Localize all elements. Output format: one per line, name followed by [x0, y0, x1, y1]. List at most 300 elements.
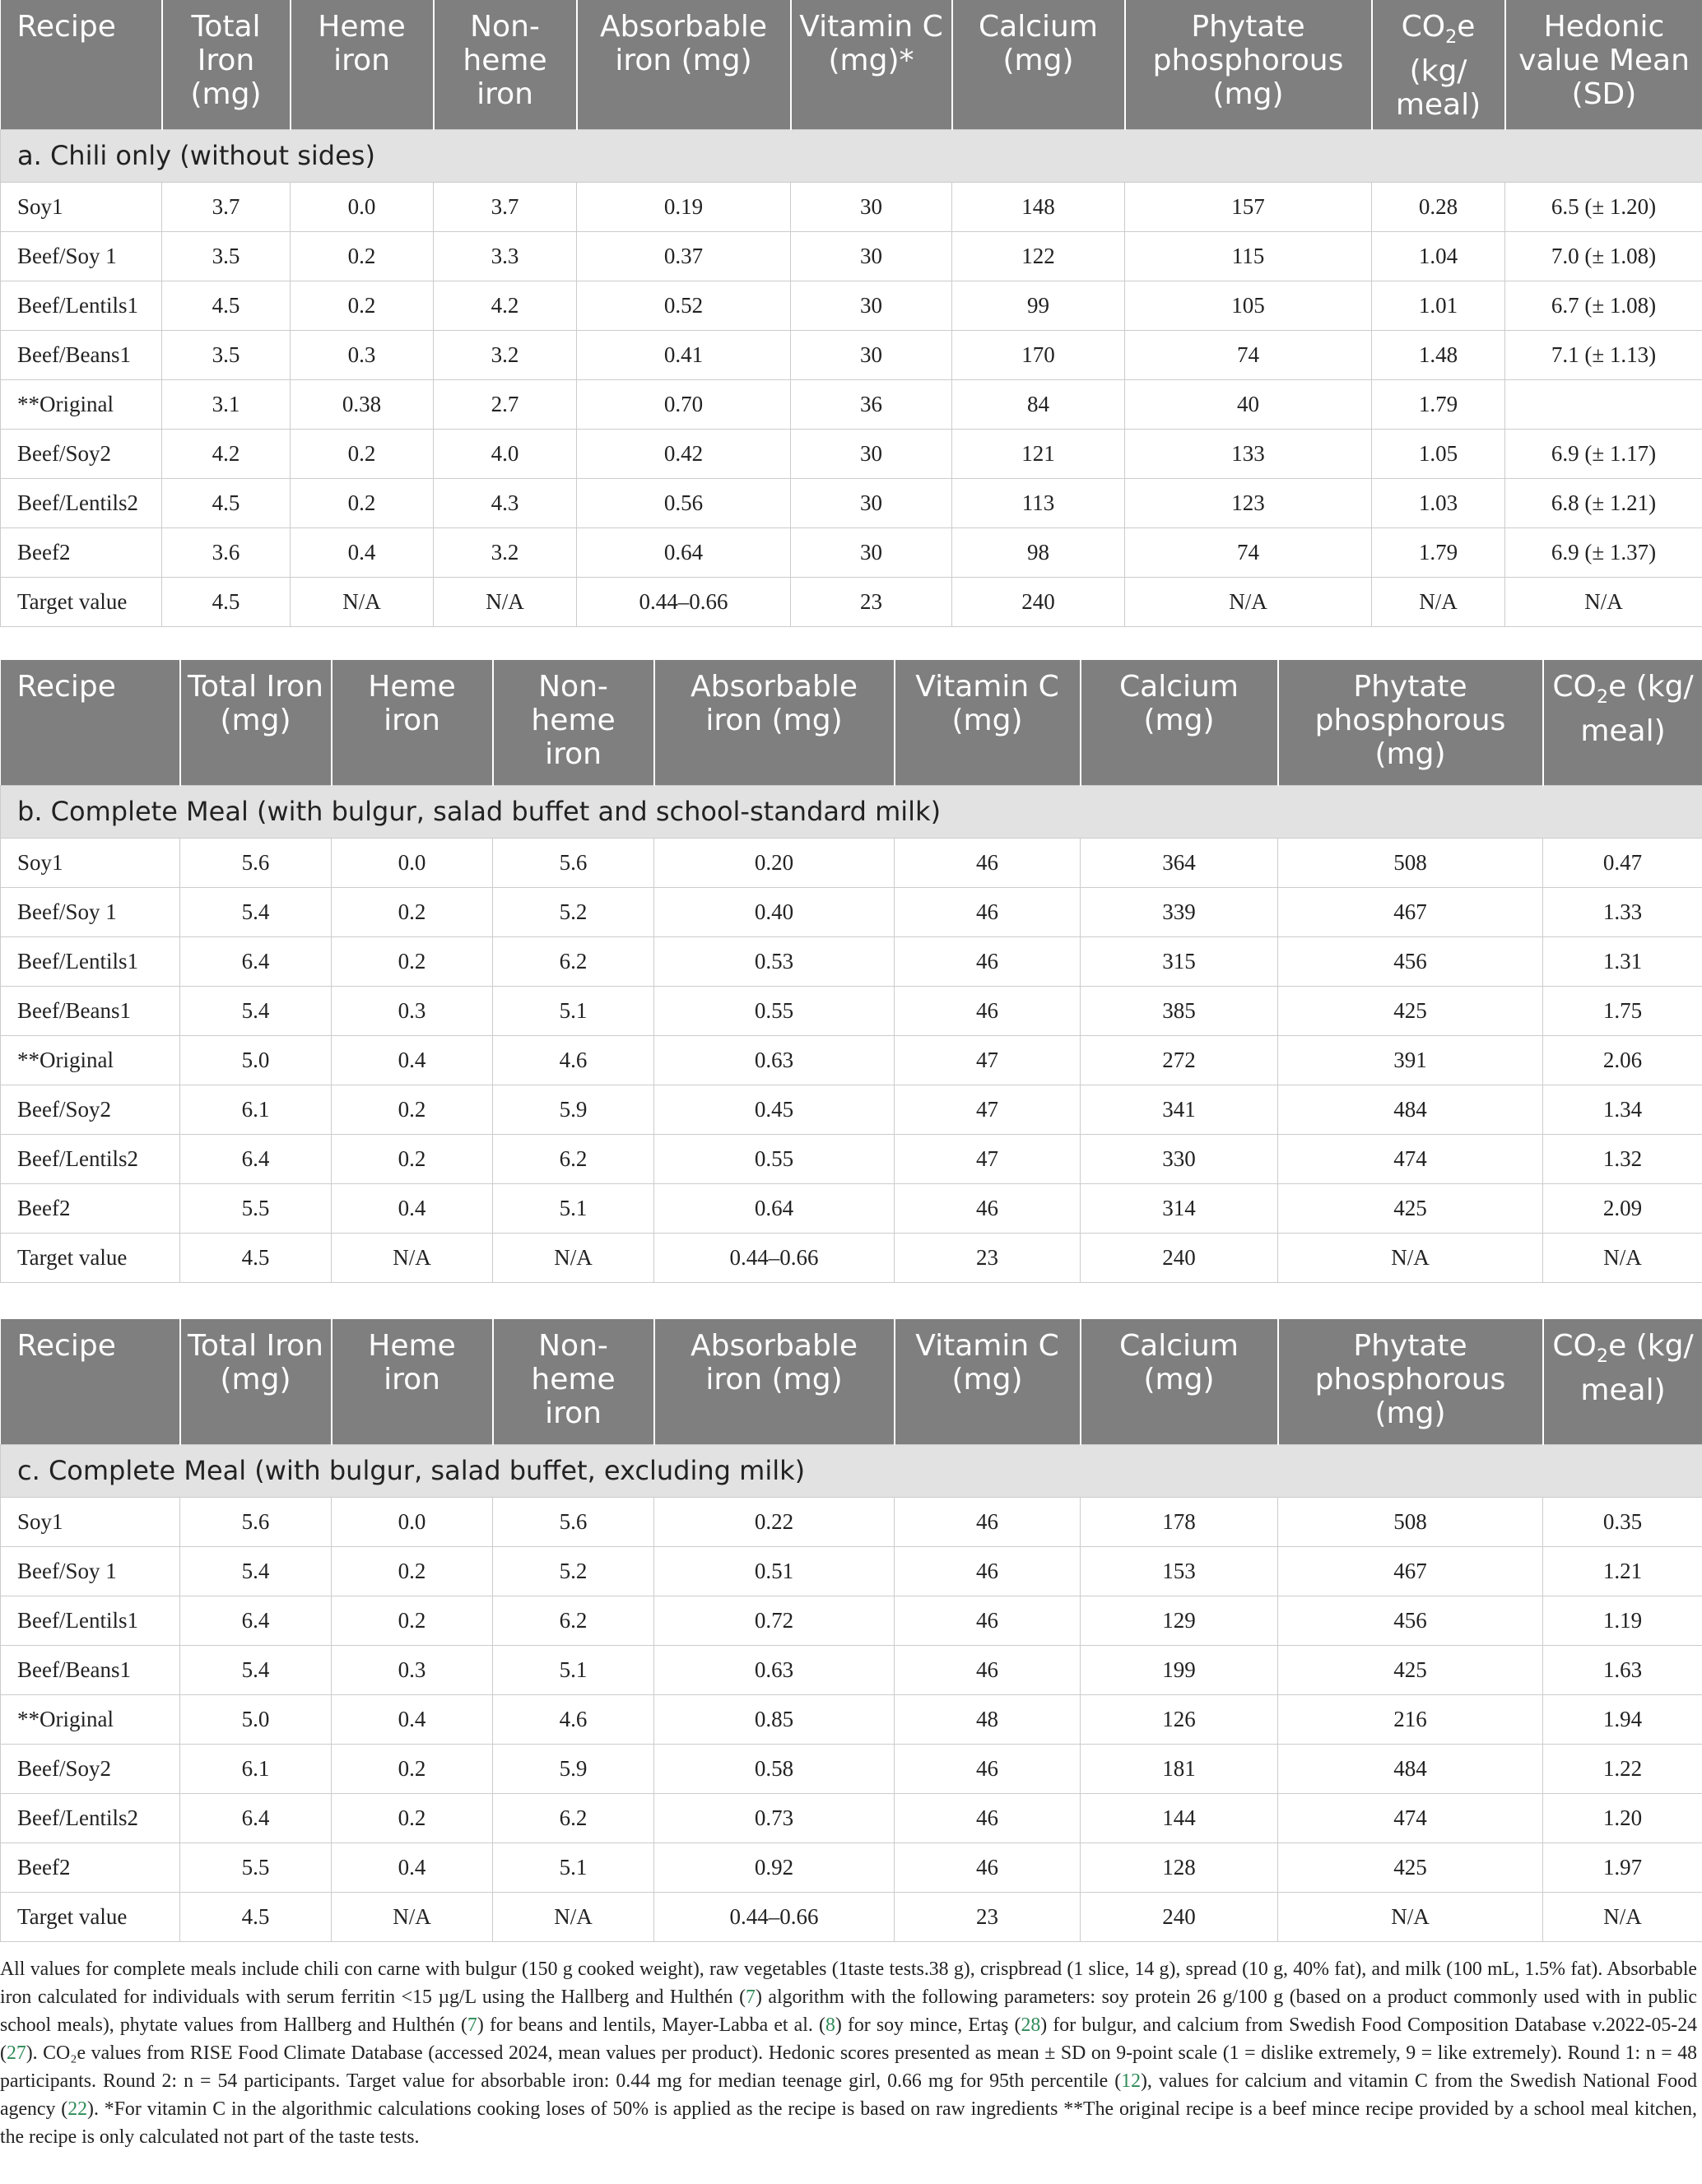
table-cell: 48: [895, 1694, 1081, 1744]
table-cell: 2.09: [1543, 1183, 1702, 1233]
col-header-hedonic: Hedonic value Mean (SD): [1505, 0, 1702, 129]
table-row: [1, 1035, 1702, 1085]
table-cell: 30: [791, 330, 952, 379]
row-label: Beef/Lentils2: [1, 1134, 180, 1183]
table-cell: 4.3: [434, 478, 577, 527]
section-title: c. Complete Meal (with bulgur, salad buffet, excluding milk): [1, 1444, 1702, 1497]
row-label: Beef/Soy 1: [1, 1546, 180, 1596]
footnote-text: ) algorithm with the following parameters: soy protein 26 g/100 g (based on a product commonly used with in public school meals), phytate values from Hallberg and Hulthén (: [0, 1987, 1697, 2036]
table-cell: 425: [1278, 1645, 1543, 1694]
table-cell: 144: [1081, 1793, 1278, 1842]
table-cell: 0.2: [332, 1744, 493, 1793]
table-row: [1, 1497, 1702, 1546]
table-cell: 0.64: [577, 527, 791, 577]
table-cell: 30: [791, 527, 952, 577]
row-label: Target value: [1, 1233, 180, 1282]
table-chili-only: [0, 0, 1702, 627]
table-row: [1, 231, 1702, 281]
table-row: [1, 1183, 1702, 1233]
table-cell: 6.2: [493, 1793, 654, 1842]
table-cell: 0.44–0.66: [654, 1892, 895, 1941]
table-cell: 6.2: [493, 1596, 654, 1645]
table-cell: 1.48: [1372, 330, 1505, 379]
citation-link[interactable]: 12: [1121, 2070, 1141, 2092]
table-cell: 2.06: [1543, 1035, 1702, 1085]
col-header-absorbable-iron: Absorbable iron (mg): [577, 0, 791, 129]
table-cell: 74: [1125, 527, 1372, 577]
table-cell: 148: [952, 182, 1125, 231]
table-row: [1, 1233, 1702, 1282]
table-cell: 123: [1125, 478, 1372, 527]
table-cell: 5.0: [180, 1694, 332, 1744]
section-row: [1, 129, 1702, 182]
table-cell: 0.3: [332, 986, 493, 1035]
table-cell: 0.40: [654, 887, 895, 936]
table-cell: 1.03: [1372, 478, 1505, 527]
row-label: **Original: [1, 379, 162, 429]
table-cell: 0.2: [291, 429, 434, 478]
table-row: [1, 182, 1702, 231]
table-cell: 6.7 (± 1.08): [1505, 281, 1702, 330]
table-cell: 5.6: [493, 1497, 654, 1546]
row-label: Beef2: [1, 1842, 180, 1892]
table-cell: 1.04: [1372, 231, 1505, 281]
row-label: Target value: [1, 577, 162, 626]
table-cell: 4.5: [162, 478, 291, 527]
table-cell: 6.8 (± 1.21): [1505, 478, 1702, 527]
table-cell: N/A: [1278, 1892, 1543, 1941]
table-cell: 181: [1081, 1744, 1278, 1793]
table-cell: 1.97: [1543, 1842, 1702, 1892]
table-cell: 199: [1081, 1645, 1278, 1694]
table-row: [1, 887, 1702, 936]
table-row: [1, 478, 1702, 527]
table-cell: 0.2: [291, 478, 434, 527]
table-cell: 6.2: [493, 1134, 654, 1183]
table-row: [1, 1134, 1702, 1183]
table-cell: [1505, 379, 1702, 429]
table-cell: 0.4: [332, 1694, 493, 1744]
footnote-text: All values for complete meals include chili con carne with bulgur (150 g cooked weight), raw vegetables (1taste tests.38 g), crispbread (1 slice, 14 g), spread (10 g, 40% fat), and milk (100 mL, 1.5% fat). Absorbable iron calculated for individuals with serum ferritin <15 µg/L using the Hallberg and Hulthén (: [0, 1959, 1697, 2008]
table-cell: 0.4: [332, 1035, 493, 1085]
table-cell: 7.1 (± 1.13): [1505, 330, 1702, 379]
table-cell: 74: [1125, 330, 1372, 379]
table-cell: 105: [1125, 281, 1372, 330]
col-header-recipe: Recipe: [1, 0, 162, 129]
table-cell: N/A: [332, 1892, 493, 1941]
table-cell: 0.0: [291, 182, 434, 231]
table-cell: 5.1: [493, 1183, 654, 1233]
citation-link[interactable]: 7: [746, 1987, 756, 2008]
footnote-text: ) for bulgur, and calcium from Swedish Food Composition Database v.2022-05-24 (: [0, 2014, 1697, 2064]
table-cell: 5.0: [180, 1035, 332, 1085]
table-cell: N/A: [291, 577, 434, 626]
table-cell: 3.2: [434, 527, 577, 577]
table-cell: 5.1: [493, 1645, 654, 1694]
table-cell: 0.22: [654, 1497, 895, 1546]
table-cell: 5.6: [493, 838, 654, 887]
table-cell: 1.33: [1543, 887, 1702, 936]
footnote-text: ) for soy mince, Ertaş (: [835, 2014, 1021, 2036]
table-row: [1, 1892, 1702, 1941]
table-row: [1, 281, 1702, 330]
table-cell: 0.37: [577, 231, 791, 281]
table-cell: 4.5: [180, 1233, 332, 1282]
table-cell: 0.0: [332, 838, 493, 887]
table-cell: 1.22: [1543, 1744, 1702, 1793]
table-cell: N/A: [493, 1233, 654, 1282]
table-cell: N/A: [332, 1233, 493, 1282]
table-cell: 2.7: [434, 379, 577, 429]
table-cell: 0.2: [332, 1793, 493, 1842]
table-cell: 0.2: [332, 936, 493, 986]
table-cell: 5.2: [493, 887, 654, 936]
table-cell: 36: [791, 379, 952, 429]
table-footnote: [0, 1955, 1697, 2151]
section-row: [1, 1444, 1702, 1497]
row-label: Beef/Beans1: [1, 330, 162, 379]
table-cell: N/A: [434, 577, 577, 626]
table-cell: 30: [791, 231, 952, 281]
table-cell: 6.4: [180, 936, 332, 986]
table-cell: 484: [1278, 1744, 1543, 1793]
table-cell: 3.7: [162, 182, 291, 231]
table-cell: N/A: [1278, 1233, 1543, 1282]
table-cell: 0.2: [332, 1546, 493, 1596]
table-cell: 6.9 (± 1.17): [1505, 429, 1702, 478]
table-cell: 153: [1081, 1546, 1278, 1596]
table-cell: 46: [895, 1645, 1081, 1694]
row-label: Soy1: [1, 1497, 180, 1546]
table-row: [1, 1744, 1702, 1793]
table-cell: 216: [1278, 1694, 1543, 1744]
row-label: Beef/Soy2: [1, 1744, 180, 1793]
row-label: Beef/Soy 1: [1, 887, 180, 936]
table-cell: 315: [1081, 936, 1278, 986]
table-cell: 4.5: [162, 281, 291, 330]
row-label: Beef/Soy 1: [1, 231, 162, 281]
col-header-co2e: $CO_2e$ (kg/ meal): [1543, 1319, 1702, 1444]
table-cell: 240: [1081, 1233, 1278, 1282]
row-label: Target value: [1, 1892, 180, 1941]
table-cell: 4.6: [493, 1694, 654, 1744]
row-label: Beef/Lentils2: [1, 1793, 180, 1842]
table-cell: 339: [1081, 887, 1278, 936]
table-row: [1, 577, 1702, 626]
table-cell: N/A: [1543, 1892, 1702, 1941]
table-row: [1, 379, 1702, 429]
table-cell: 474: [1278, 1793, 1543, 1842]
table-cell: 46: [895, 1546, 1081, 1596]
table-cell: 1.75: [1543, 986, 1702, 1035]
header-row: [1, 0, 1702, 129]
header-row: [1, 660, 1702, 785]
table-cell: 456: [1278, 936, 1543, 986]
col-header-phytate: Phytate phosphorous (mg): [1278, 660, 1543, 785]
table-cell: 508: [1278, 1497, 1543, 1546]
table-cell: 46: [895, 887, 1081, 936]
table-cell: 467: [1278, 1546, 1543, 1596]
table-cell: 4.2: [434, 281, 577, 330]
table-cell: 314: [1081, 1183, 1278, 1233]
table-cell: 0.2: [291, 281, 434, 330]
table-cell: 5.1: [493, 986, 654, 1035]
row-label: Beef/Beans1: [1, 986, 180, 1035]
table-cell: 47: [895, 1035, 1081, 1085]
table-cell: 6.9 (± 1.37): [1505, 527, 1702, 577]
table-cell: 425: [1278, 1842, 1543, 1892]
table-cell: 46: [895, 1793, 1081, 1842]
table-cell: 1.94: [1543, 1694, 1702, 1744]
table-cell: 6.1: [180, 1744, 332, 1793]
table-cell: 122: [952, 231, 1125, 281]
row-label: Soy1: [1, 838, 180, 887]
table-cell: 385: [1081, 986, 1278, 1035]
table-cell: 30: [791, 182, 952, 231]
citation-link[interactable]: 22: [67, 2098, 88, 2120]
row-label: Beef/Lentils2: [1, 478, 162, 527]
table-cell: 157: [1125, 182, 1372, 231]
col-header-non-heme-iron: Non-heme iron: [434, 0, 577, 129]
table-cell: 391: [1278, 1035, 1543, 1085]
col-header-heme-iron: Heme iron: [291, 0, 434, 129]
row-label: Beef/Lentils1: [1, 1596, 180, 1645]
citation-link[interactable]: 27: [6, 2042, 26, 2064]
table-cell: 0.2: [332, 1596, 493, 1645]
table-cell: 0.2: [291, 231, 434, 281]
table-cell: 425: [1278, 986, 1543, 1035]
table-cell: 3.1: [162, 379, 291, 429]
table-cell: 0.63: [654, 1035, 895, 1085]
table-cell: 4.6: [493, 1035, 654, 1085]
table-cell: 0.44–0.66: [577, 577, 791, 626]
table-cell: 0.28: [1372, 182, 1505, 231]
row-label: Beef/Lentils1: [1, 936, 180, 986]
table-cell: 1.32: [1543, 1134, 1702, 1183]
table-cell: 456: [1278, 1596, 1543, 1645]
table-cell: 3.6: [162, 527, 291, 577]
table-cell: 0.92: [654, 1842, 895, 1892]
table-cell: 46: [895, 1497, 1081, 1546]
table-cell: 0.53: [654, 936, 895, 986]
table-row: [1, 1596, 1702, 1645]
table-cell: 0.38: [291, 379, 434, 429]
table-cell: 0.4: [332, 1842, 493, 1892]
table-cell: 0.4: [332, 1183, 493, 1233]
table-cell: 121: [952, 429, 1125, 478]
table-cell: 5.6: [180, 1497, 332, 1546]
col-header-heme-iron: Heme iron: [332, 1319, 493, 1444]
table-cell: 0.45: [654, 1085, 895, 1134]
col-header-calcium: Calcium (mg): [1081, 660, 1278, 785]
col-header-absorbable-iron: Absorbable iron (mg): [654, 660, 895, 785]
table-cell: 133: [1125, 429, 1372, 478]
table-cell: 0.52: [577, 281, 791, 330]
col-header-co2e: $CO_2e$ (kg/ meal): [1543, 660, 1702, 785]
table-cell: 46: [895, 986, 1081, 1035]
table-cell: 3.2: [434, 330, 577, 379]
table-cell: 0.55: [654, 1134, 895, 1183]
table-cell: 5.4: [180, 887, 332, 936]
table-cell: 0.3: [291, 330, 434, 379]
table-cell: 1.31: [1543, 936, 1702, 986]
table-cell: 47: [895, 1085, 1081, 1134]
table-cell: 46: [895, 1842, 1081, 1892]
table-cell: N/A: [493, 1892, 654, 1941]
col-header-vitamin-c: Vitamin C (mg): [895, 660, 1081, 785]
table-cell: 5.4: [180, 1546, 332, 1596]
table-cell: 1.19: [1543, 1596, 1702, 1645]
table-cell: 5.9: [493, 1744, 654, 1793]
table-cell: 1.20: [1543, 1793, 1702, 1842]
table-cell: 0.51: [654, 1546, 895, 1596]
table-cell: N/A: [1125, 577, 1372, 626]
table-cell: 115: [1125, 231, 1372, 281]
footnote-text: ) for beans and lentils, Mayer-Labba et al. (: [477, 2014, 825, 2036]
table-cell: 113: [952, 478, 1125, 527]
table-cell: 425: [1278, 1183, 1543, 1233]
table-cell: 0.41: [577, 330, 791, 379]
table-row: [1, 986, 1702, 1035]
table-cell: 0.2: [332, 1085, 493, 1134]
table-cell: 0.44–0.66: [654, 1233, 895, 1282]
table-cell: 40: [1125, 379, 1372, 429]
citation-link[interactable]: 7: [467, 2014, 477, 2036]
section-title: a. Chili only (without sides): [1, 129, 1702, 182]
table-cell: 240: [1081, 1892, 1278, 1941]
table-cell: 126: [1081, 1694, 1278, 1744]
table-cell: 0.63: [654, 1645, 895, 1694]
table-cell: 508: [1278, 838, 1543, 887]
table-cell: 0.35: [1543, 1497, 1702, 1546]
table-cell: 99: [952, 281, 1125, 330]
table-cell: 3.7: [434, 182, 577, 231]
footnote-text: ). CO₂e values from RISE Food Climate Database (accessed 2024, mean values per product). Hedonic scores presented as mean ± SD on 9-point scale (1 = dislike extremely, 9 = like extremely). Round 1: n = 48 participants. Round 2: n = 54 participants. Target value for absorbable iron: 0.44 mg for median teenage girl, 0.66 mg for 95th percentile (: [0, 2042, 1697, 2092]
table-cell: 6.4: [180, 1134, 332, 1183]
table-cell: 46: [895, 1744, 1081, 1793]
table-row: [1, 1645, 1702, 1694]
table-cell: 1.34: [1543, 1085, 1702, 1134]
table-cell: 23: [791, 577, 952, 626]
col-header-recipe: Recipe: [1, 660, 180, 785]
col-header-vitamin-c: Vitamin C (mg)*: [791, 0, 952, 129]
table-cell: 178: [1081, 1497, 1278, 1546]
table-cell: 1.79: [1372, 379, 1505, 429]
table-cell: 23: [895, 1233, 1081, 1282]
col-header-total-iron: Total Iron (mg): [162, 0, 291, 129]
table-cell: 0.42: [577, 429, 791, 478]
table-row: [1, 1793, 1702, 1842]
col-header-absorbable-iron: Absorbable iron (mg): [654, 1319, 895, 1444]
table-row: [1, 838, 1702, 887]
table-cell: 5.9: [493, 1085, 654, 1134]
citation-link[interactable]: 28: [1021, 2014, 1041, 2036]
table-cell: 6.4: [180, 1596, 332, 1645]
table-cell: 3.5: [162, 231, 291, 281]
table-cell: 30: [791, 281, 952, 330]
table-cell: 0.4: [291, 527, 434, 577]
table-cell: 7.0 (± 1.08): [1505, 231, 1702, 281]
table-cell: 240: [952, 577, 1125, 626]
table-cell: 0.20: [654, 838, 895, 887]
row-label: Soy1: [1, 182, 162, 231]
table-cell: 1.01: [1372, 281, 1505, 330]
row-label: **Original: [1, 1035, 180, 1085]
table-cell: 0.70: [577, 379, 791, 429]
col-header-heme-iron: Heme iron: [332, 660, 493, 785]
table-cell: 1.05: [1372, 429, 1505, 478]
row-label: Beef/Lentils1: [1, 281, 162, 330]
table-cell: 30: [791, 429, 952, 478]
table-cell: 6.4: [180, 1793, 332, 1842]
footnote-text: ), values for calcium and vitamin C from the Swedish National Food agency (: [0, 2070, 1697, 2120]
col-header-calcium: Calcium (mg): [952, 0, 1125, 129]
table-cell: 5.4: [180, 986, 332, 1035]
table-cell: 1.63: [1543, 1645, 1702, 1694]
table-cell: 0.47: [1543, 838, 1702, 887]
table-cell: 23: [895, 1892, 1081, 1941]
col-header-non-heme-iron: Non-heme iron: [493, 660, 654, 785]
table-cell: 0.3: [332, 1645, 493, 1694]
table-cell: 84: [952, 379, 1125, 429]
row-label: **Original: [1, 1694, 180, 1744]
table-cell: 0.19: [577, 182, 791, 231]
table-cell: 3.3: [434, 231, 577, 281]
col-header-vitamin-c: Vitamin C (mg): [895, 1319, 1081, 1444]
col-header-calcium: Calcium (mg): [1081, 1319, 1278, 1444]
table-cell: 5.5: [180, 1842, 332, 1892]
table-cell: N/A: [1505, 577, 1702, 626]
table-cell: 0.56: [577, 478, 791, 527]
table-cell: 46: [895, 1183, 1081, 1233]
table-cell: 4.5: [162, 577, 291, 626]
table-cell: 330: [1081, 1134, 1278, 1183]
table-cell: N/A: [1543, 1233, 1702, 1282]
table-cell: 0.73: [654, 1793, 895, 1842]
table-cell: 46: [895, 1596, 1081, 1645]
table-cell: 0.64: [654, 1183, 895, 1233]
table-cell: 364: [1081, 838, 1278, 887]
footnote-text: ). *For vitamin C in the algorithmic calculations cooking loses of 50% is applied as the recipe is based on raw ingredients **The original recipe is a beef mince recipe provided by a school meal kitchen, the recipe is only calculated not part of the taste tests.: [0, 2098, 1697, 2148]
table-row: [1, 1085, 1702, 1134]
table-cell: 5.4: [180, 1645, 332, 1694]
table-cell: 170: [952, 330, 1125, 379]
table-cell: 128: [1081, 1842, 1278, 1892]
table-cell: 5.1: [493, 1842, 654, 1892]
table-cell: 30: [791, 478, 952, 527]
table-cell: 129: [1081, 1596, 1278, 1645]
table-cell: 0.2: [332, 1134, 493, 1183]
table-row: [1, 936, 1702, 986]
table-cell: 5.6: [180, 838, 332, 887]
citation-link[interactable]: 8: [825, 2014, 835, 2036]
table-cell: 5.2: [493, 1546, 654, 1596]
table-cell: 272: [1081, 1035, 1278, 1085]
header-row: [1, 1319, 1702, 1444]
table-cell: 474: [1278, 1134, 1543, 1183]
table-row: [1, 330, 1702, 379]
table-complete-meal-with-milk: [0, 660, 1702, 1283]
table-cell: N/A: [1372, 577, 1505, 626]
section-title: b. Complete Meal (with bulgur, salad buffet and school-standard milk): [1, 785, 1702, 838]
col-header-total-iron: Total Iron (mg): [180, 1319, 332, 1444]
table-cell: 5.5: [180, 1183, 332, 1233]
table-cell: 6.2: [493, 936, 654, 986]
col-header-co2e: $CO_2e$ (kg/ meal): [1372, 0, 1505, 129]
col-header-recipe: Recipe: [1, 1319, 180, 1444]
table-row: [1, 1842, 1702, 1892]
table-cell: 98: [952, 527, 1125, 577]
